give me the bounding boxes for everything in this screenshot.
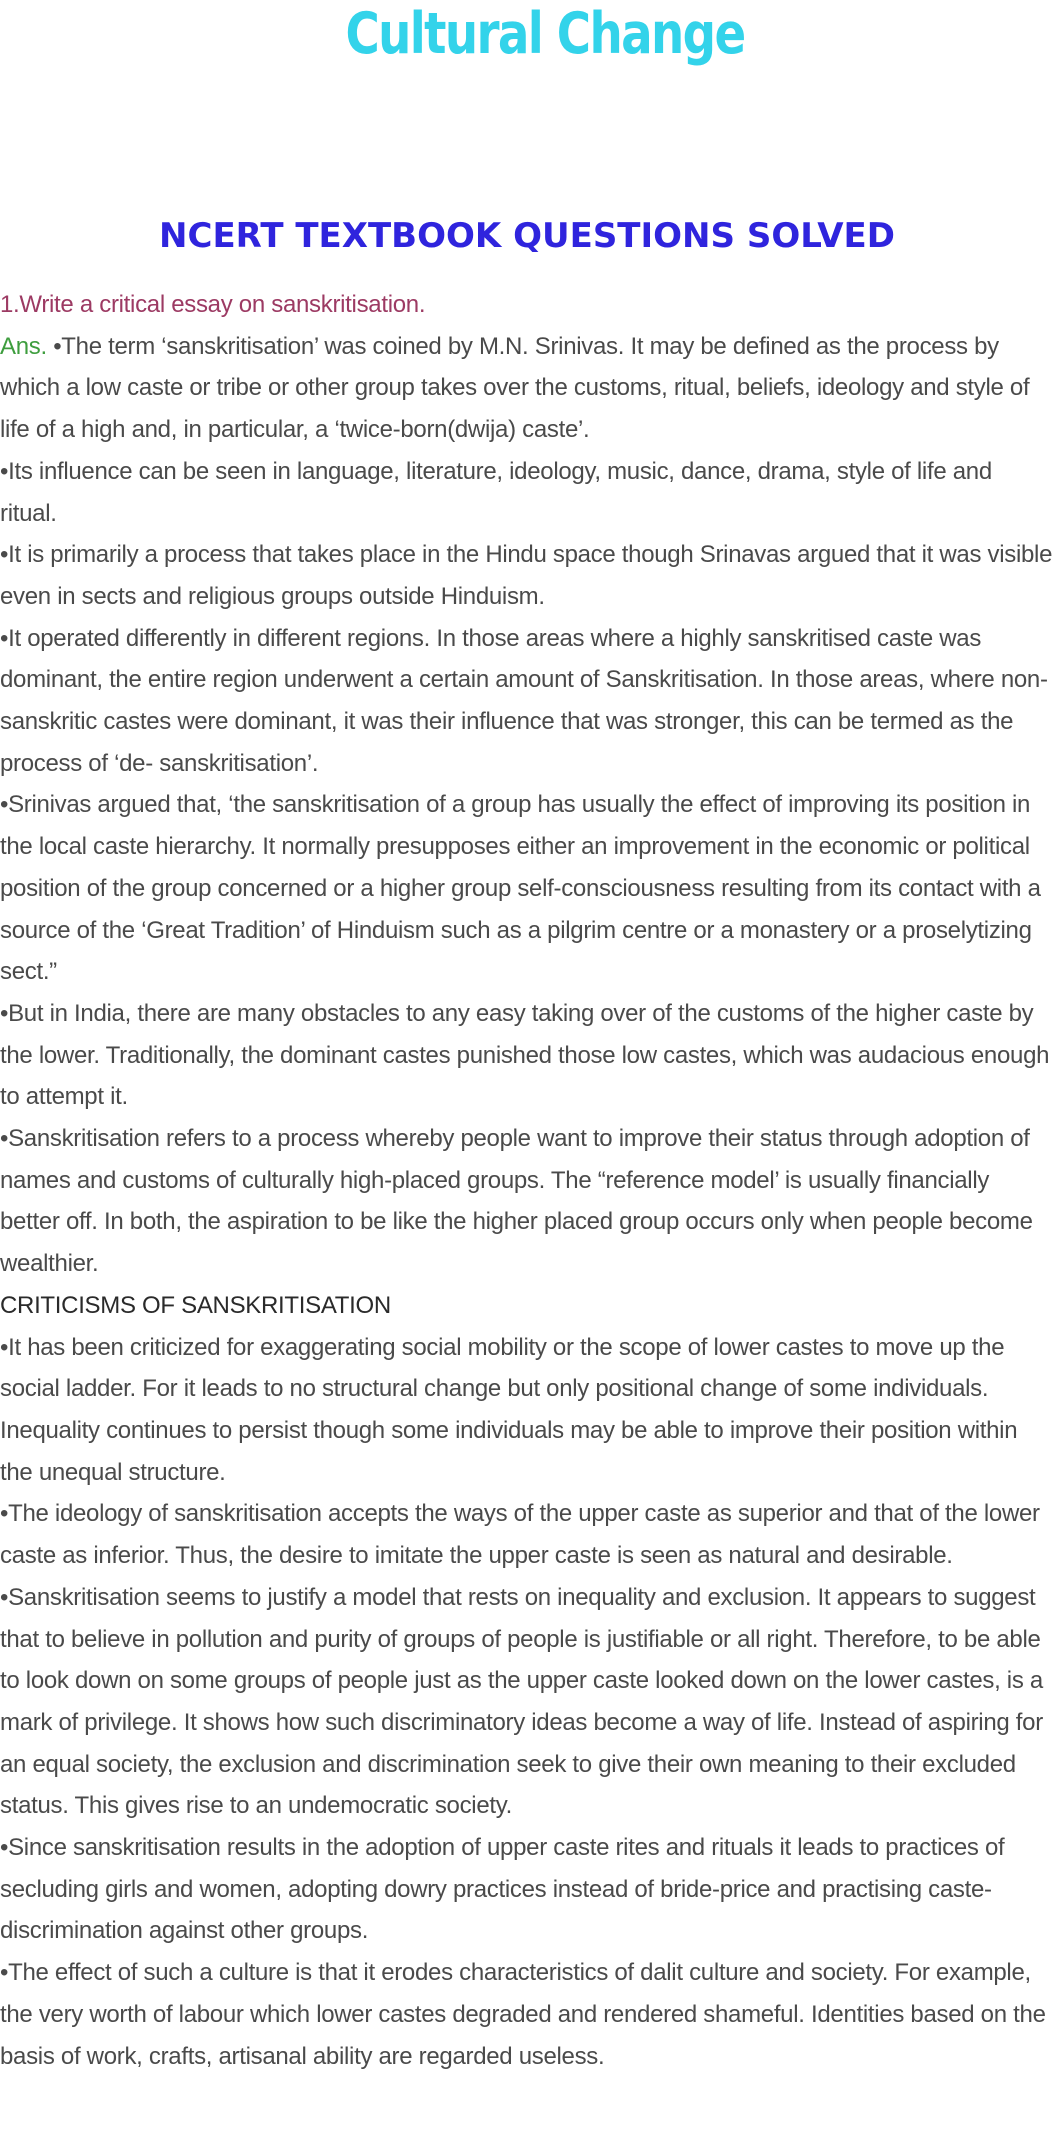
answer-text: •The term ‘sanskritisation’ was coined by M.N. Srinivas. It may be defined as the process by which a low caste or tribe or other group takes over the customs, ritual, beliefs, ideology and style of life of a high and, in particular, a ‘twice-born(dwija) caste’. (0, 332, 1030, 444)
answer-paragraph: •It operated differently in different regions. In those areas where a highly sanskritised caste was dominant, the entire region underwent a certain amount of Sanskritisation. In those areas, where non-sanskritic castes were dominant, it was their influence that was stronger, this can be termed as the process of ‘de- sanskritisation’. (0, 624, 1048, 777)
answer-paragraph: •Srinivas argued that, ‘the sanskritisation of a group has usually the effect of improving its position in the local caste hierarchy. It normally presupposes either an improvement in the economic or political position of the group concerned or a higher group self-consciousness resulting from its contact with a source of the ‘Great Tradition’ of Hinduism such as a pilgrim centre or a monastery or a proselytizing sect.” (0, 791, 1041, 986)
answer-paragraph: •But in India, there are many obstacles to any easy taking over of the customs of the higher caste by the lower. Traditionally, the dominant castes punished those low castes, which was audacious enough to attempt it. (0, 999, 1050, 1111)
criticism-paragraph: •The ideology of sanskritisation accepts the ways of the upper caste as superior and that of the lower caste as inferior. Thus, the desire to imitate the upper caste is seen as natural and desirable. (0, 1500, 1040, 1570)
criticisms-heading: CRITICISMS OF SANSKRITISATION (0, 1291, 391, 1319)
document-body (0, 284, 1054, 2077)
criticism-paragraph: •Sanskritisation seems to justify a model that rests on inequality and exclusion. It appears to suggest that to believe in pollution and purity of groups of people is justifiable or all right. Therefore, to be able to look down on some groups of people just as the upper caste looked down on the lower castes, is a mark of privilege. It shows how such discriminatory ideas become a way of life. Instead of aspiring for an equal society, the exclusion and discrimination seek to give their own meaning to their excluded status. This gives rise to an undemocratic society. (0, 1583, 1043, 1820)
answer-paragraph: •It is primarily a process that takes place in the Hindu space though Srinavas argued that it was visible even in sects and religious groups outside Hinduism. (0, 541, 1053, 610)
answer-label: Ans. (0, 332, 47, 360)
criticism-paragraph: •It has been criticized for exaggerating social mobility or the scope of lower castes to move up the social ladder. For it leads to no structural change but only positional change of some individuals. Inequality continues to persist though some individuals may be able to improve their position within the unequal structure. (0, 1333, 1018, 1486)
answer-paragraph: •Sanskritisation refers to a process whereby people want to improve their status through adoption of names and customs of culturally high-placed groups. The “reference model’ is usually financially better off. In both, the aspiration to be like the higher placed group occurs only when people become wealthier. (0, 1125, 1033, 1278)
answer-paragraph: •Its influence can be seen in language, literature, ideology, music, dance, drama, style of life and ritual. (0, 457, 992, 527)
section-heading: NCERT TEXTBOOK QUESTIONS SOLVED (159, 216, 895, 256)
question-text: 1.Write a critical essay on sanskritisation. (0, 291, 426, 318)
page-title: Cultural Change (345, 1, 745, 67)
criticism-paragraph: •The effect of such a culture is that it erodes characteristics of dalit culture and society. For example, the very worth of labour which lower castes degraded and rendered shameful. Identities based on the basis of work, crafts, artisanal ability are regarded useless. (0, 1959, 1046, 2070)
answer-paragraph (0, 326, 1054, 451)
criticism-paragraph: •Since sanskritisation results in the adoption of upper caste rites and rituals it leads to practices of secluding girls and women, adopting dowry practices instead of bride-price and practising caste-discrimination against other groups. (0, 1834, 1005, 1945)
